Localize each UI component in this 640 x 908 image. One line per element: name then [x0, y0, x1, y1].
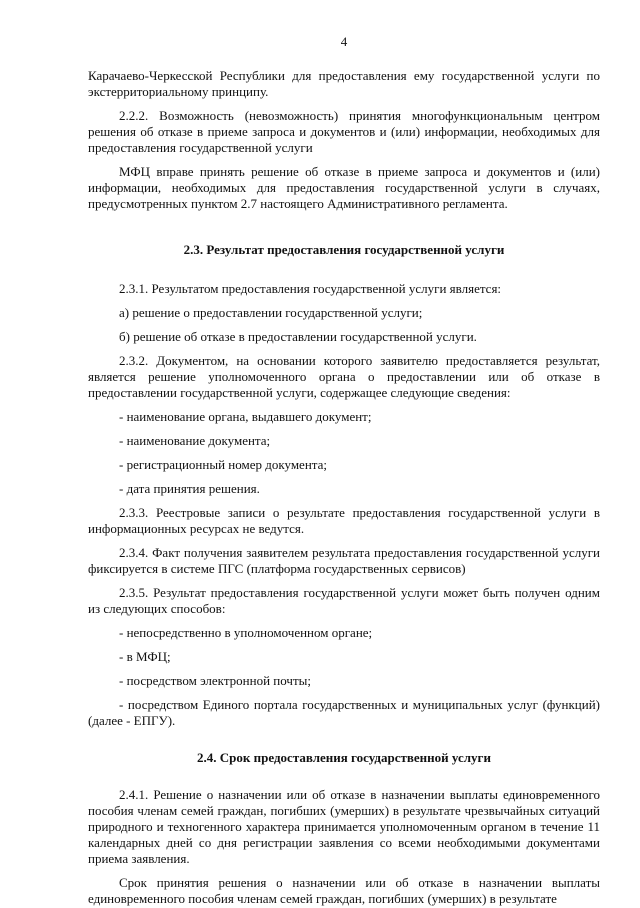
document-page — [88, 34, 600, 907]
paragraph-2-3-1: 2.3.1. Результатом предоставления государственной услуги является: — [119, 281, 502, 296]
list-item-mfc: - в МФЦ; — [119, 649, 171, 664]
page-number: 4 — [340, 34, 348, 49]
paragraph-decision-term: Срок принятия решения о назначении или об отказе в назначении выплаты единовременного пособия членам семей граждан, погибших (умерших) в результате — [88, 875, 600, 906]
paragraph-2-3-5: 2.3.5. Результат предоставления государственной услуги может быть получен одним из следующих способов: — [88, 585, 600, 616]
section-heading-2-3: 2.3. Результат предоставления государственной услуги — [183, 242, 505, 257]
paragraph-continuation: Карачаево-Черкесской Республики для предоставления ему государственной услуги по экстерриториальному принципу. — [88, 68, 600, 99]
paragraph-2-3-4: 2.3.4. Факт получения заявителем результата предоставления государственной услуги фиксируется в системе ПГС (платформа государственных сервисов) — [88, 545, 600, 576]
paragraph-2-4-1: 2.4.1. Решение о назначении или об отказе в назначении выплаты единовременного пособия членам семей граждан, погибших (умерших) в результате чрезвычайных ситуаций природного и техногенного характера принимается уполномоченным органом в течение 11 календарных дней со дня регистрации заявления со всеми необходимыми документами приема заявления. — [88, 787, 600, 866]
list-item-b: б) решение об отказе в предоставлении государственной услуги. — [119, 329, 477, 344]
list-item-registration-number: - регистрационный номер документа; — [119, 457, 327, 472]
paragraph-mfc-refusal: МФЦ вправе принять решение об отказе в приеме запроса и документов и (или) информации, необходимых для предоставления государственной услуги в случаях, предусмотренных пунктом 2.7 настоящего Административного регламента. — [88, 164, 600, 211]
paragraph-2-2-2: 2.2.2. Возможность (невозможность) принятия многофункциональным центром решения об отказе в приеме запроса и документов и (или) информации, необходимых для предоставления государственной услуги — [88, 108, 600, 155]
list-item-epgu: - посредством Единого портала государственных и муниципальных услуг (функций) (далее - ЕПГУ). — [88, 697, 600, 728]
section-heading-2-4: 2.4. Срок предоставления государственной услуги — [197, 750, 491, 765]
list-item-a: а) решение о предоставлении государственной услуги; — [119, 305, 423, 320]
paragraph-2-3-2: 2.3.2. Документом, на основании которого заявителю предоставляется результат, является решение уполномоченного органа о предоставлении или об отказе в предоставлении государственной услуги, содержащее следующие сведения: — [88, 353, 600, 400]
list-item-issuer: - наименование органа, выдавшего документ; — [119, 409, 372, 424]
list-item-authority: - непосредственно в уполномоченном органе; — [119, 625, 373, 640]
list-item-document-name: - наименование документа; — [119, 433, 271, 448]
list-item-email: - посредством электронной почты; — [119, 673, 311, 688]
paragraph-2-3-3: 2.3.3. Реестровые записи о результате предоставления государственной услуги в информационных ресурсах не ведутся. — [88, 505, 600, 536]
list-item-decision-date: - дата принятия решения. — [119, 481, 260, 496]
